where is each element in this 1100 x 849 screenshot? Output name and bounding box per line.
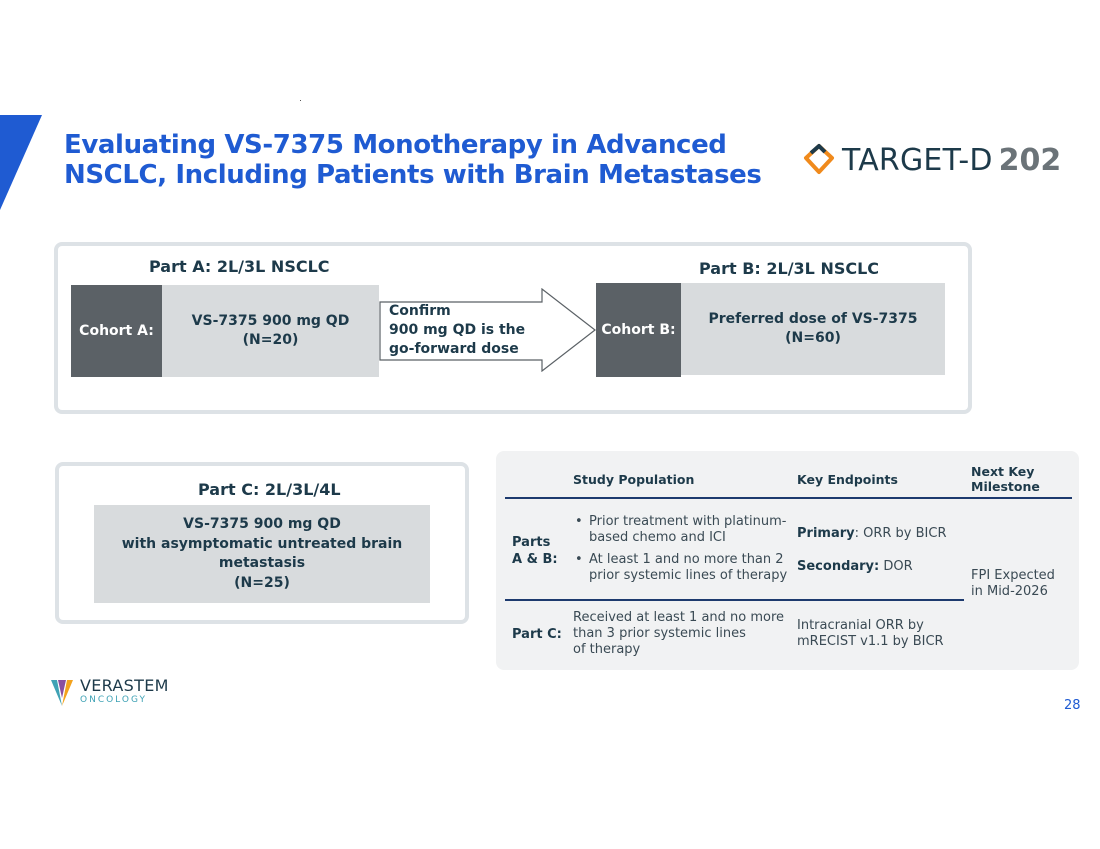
row-c-pop-line-3: of therapy bbox=[573, 642, 641, 657]
arrow-text bbox=[389, 302, 549, 359]
secondary-value: DOR bbox=[879, 559, 913, 574]
row-c-pop-line-1: Received at least 1 and no more bbox=[573, 610, 785, 625]
header-study-population: Study Population bbox=[573, 472, 695, 487]
row-ab-secondary bbox=[797, 559, 913, 575]
milestone-cell bbox=[971, 568, 1055, 600]
row-ab-head-line-2: A & B: bbox=[512, 552, 558, 567]
part-c-line-4: (N=25) bbox=[234, 574, 290, 591]
part-c-box bbox=[94, 505, 430, 603]
arrow-line-1: Confirm bbox=[389, 303, 451, 319]
page-number: 28 bbox=[1064, 698, 1081, 713]
row-ab-bullet-1-line-1: • Prior treatment with platinum- bbox=[589, 514, 787, 529]
cohort-b-tag bbox=[596, 283, 681, 377]
milestone-line-2: in Mid-2026 bbox=[971, 584, 1048, 599]
trial-logo-name: TARGET-D bbox=[842, 142, 993, 178]
company-sub: ONCOLOGY bbox=[80, 695, 147, 705]
row-ab-bullet-1 bbox=[573, 514, 787, 546]
cohort-b-label: Cohort B: bbox=[601, 322, 676, 338]
primary-label: Primary bbox=[797, 526, 855, 541]
cohort-a-n: (N=20) bbox=[242, 332, 299, 348]
row-c-endpoint-line-2: mRECIST v1.1 by BICR bbox=[797, 634, 944, 649]
header-milestone-line-1: Next Key bbox=[971, 464, 1035, 479]
cohort-a-box bbox=[162, 285, 379, 377]
row-ab-bullet-2-line-1: • At least 1 and no more than 2 bbox=[589, 552, 784, 567]
part-c-label: Part C: 2L/3L/4L bbox=[198, 480, 341, 499]
verastem-v-icon bbox=[50, 678, 74, 708]
arrow-line-3: go-forward dose bbox=[389, 341, 519, 357]
table-row-rule bbox=[505, 599, 964, 601]
row-ab-population bbox=[573, 514, 787, 584]
row-ab-primary bbox=[797, 526, 947, 542]
row-c-population bbox=[573, 610, 784, 658]
speck bbox=[300, 100, 301, 101]
arrow-line-2: 900 mg QD is the bbox=[389, 322, 526, 338]
title-line-2: NSCLC, Including Patients with Brain Metastases bbox=[64, 160, 762, 190]
cohort-a-tag bbox=[71, 285, 162, 377]
row-ab-head-line-1: Parts bbox=[512, 535, 551, 550]
accent-slash-bar bbox=[0, 115, 42, 210]
page-title bbox=[64, 130, 764, 190]
cohort-a-label: Cohort A: bbox=[79, 323, 154, 339]
part-c-line-1: VS-7375 900 mg QD bbox=[183, 516, 341, 532]
diamond-icon bbox=[802, 143, 836, 177]
cohort-a-dose: VS-7375 900 mg QD bbox=[191, 313, 350, 329]
row-ab-bullet-1-line-2: based chemo and ICI bbox=[589, 530, 726, 545]
part-c-line-2: with asymptomatic untreated brain bbox=[121, 535, 403, 552]
part-c-line-3: metastasis bbox=[218, 555, 306, 571]
table-header-rule bbox=[505, 497, 1072, 499]
company-name: VERASTEM bbox=[80, 676, 169, 695]
milestone-line-1: FPI Expected bbox=[971, 568, 1055, 583]
part-a-label: Part A: 2L/3L NSCLC bbox=[149, 257, 330, 276]
row-ab-head bbox=[512, 534, 558, 568]
cohort-b-n: (N=60) bbox=[785, 330, 841, 346]
header-milestone-line-2: Milestone bbox=[971, 479, 1040, 494]
company-wordmark bbox=[80, 678, 169, 706]
row-c-head: Part C: bbox=[512, 627, 562, 642]
trial-logo-number: 202 bbox=[998, 142, 1062, 178]
row-c-pop-line-2: than 3 prior systemic lines bbox=[573, 626, 746, 641]
secondary-label: Secondary: bbox=[797, 559, 880, 574]
row-ab-bullet-2 bbox=[573, 552, 787, 584]
primary-value: : ORR by BICR bbox=[854, 526, 947, 541]
trial-logo bbox=[802, 140, 1061, 180]
row-ab-bullet-2-line-2: prior systemic lines of therapy bbox=[589, 568, 788, 583]
title-line-1: Evaluating VS-7375 Monotherapy in Advanced bbox=[64, 130, 727, 160]
row-c-endpoint-line-1: Intracranial ORR by bbox=[797, 618, 924, 633]
row-c-endpoint bbox=[797, 618, 944, 650]
company-logo bbox=[50, 678, 169, 710]
header-next-milestone bbox=[971, 464, 1040, 494]
cohort-b-dose: Preferred dose of VS-7375 bbox=[708, 311, 918, 327]
cohort-b-box bbox=[681, 283, 945, 375]
header-key-endpoints: Key Endpoints bbox=[797, 472, 898, 487]
part-b-label: Part B: 2L/3L NSCLC bbox=[699, 259, 880, 278]
